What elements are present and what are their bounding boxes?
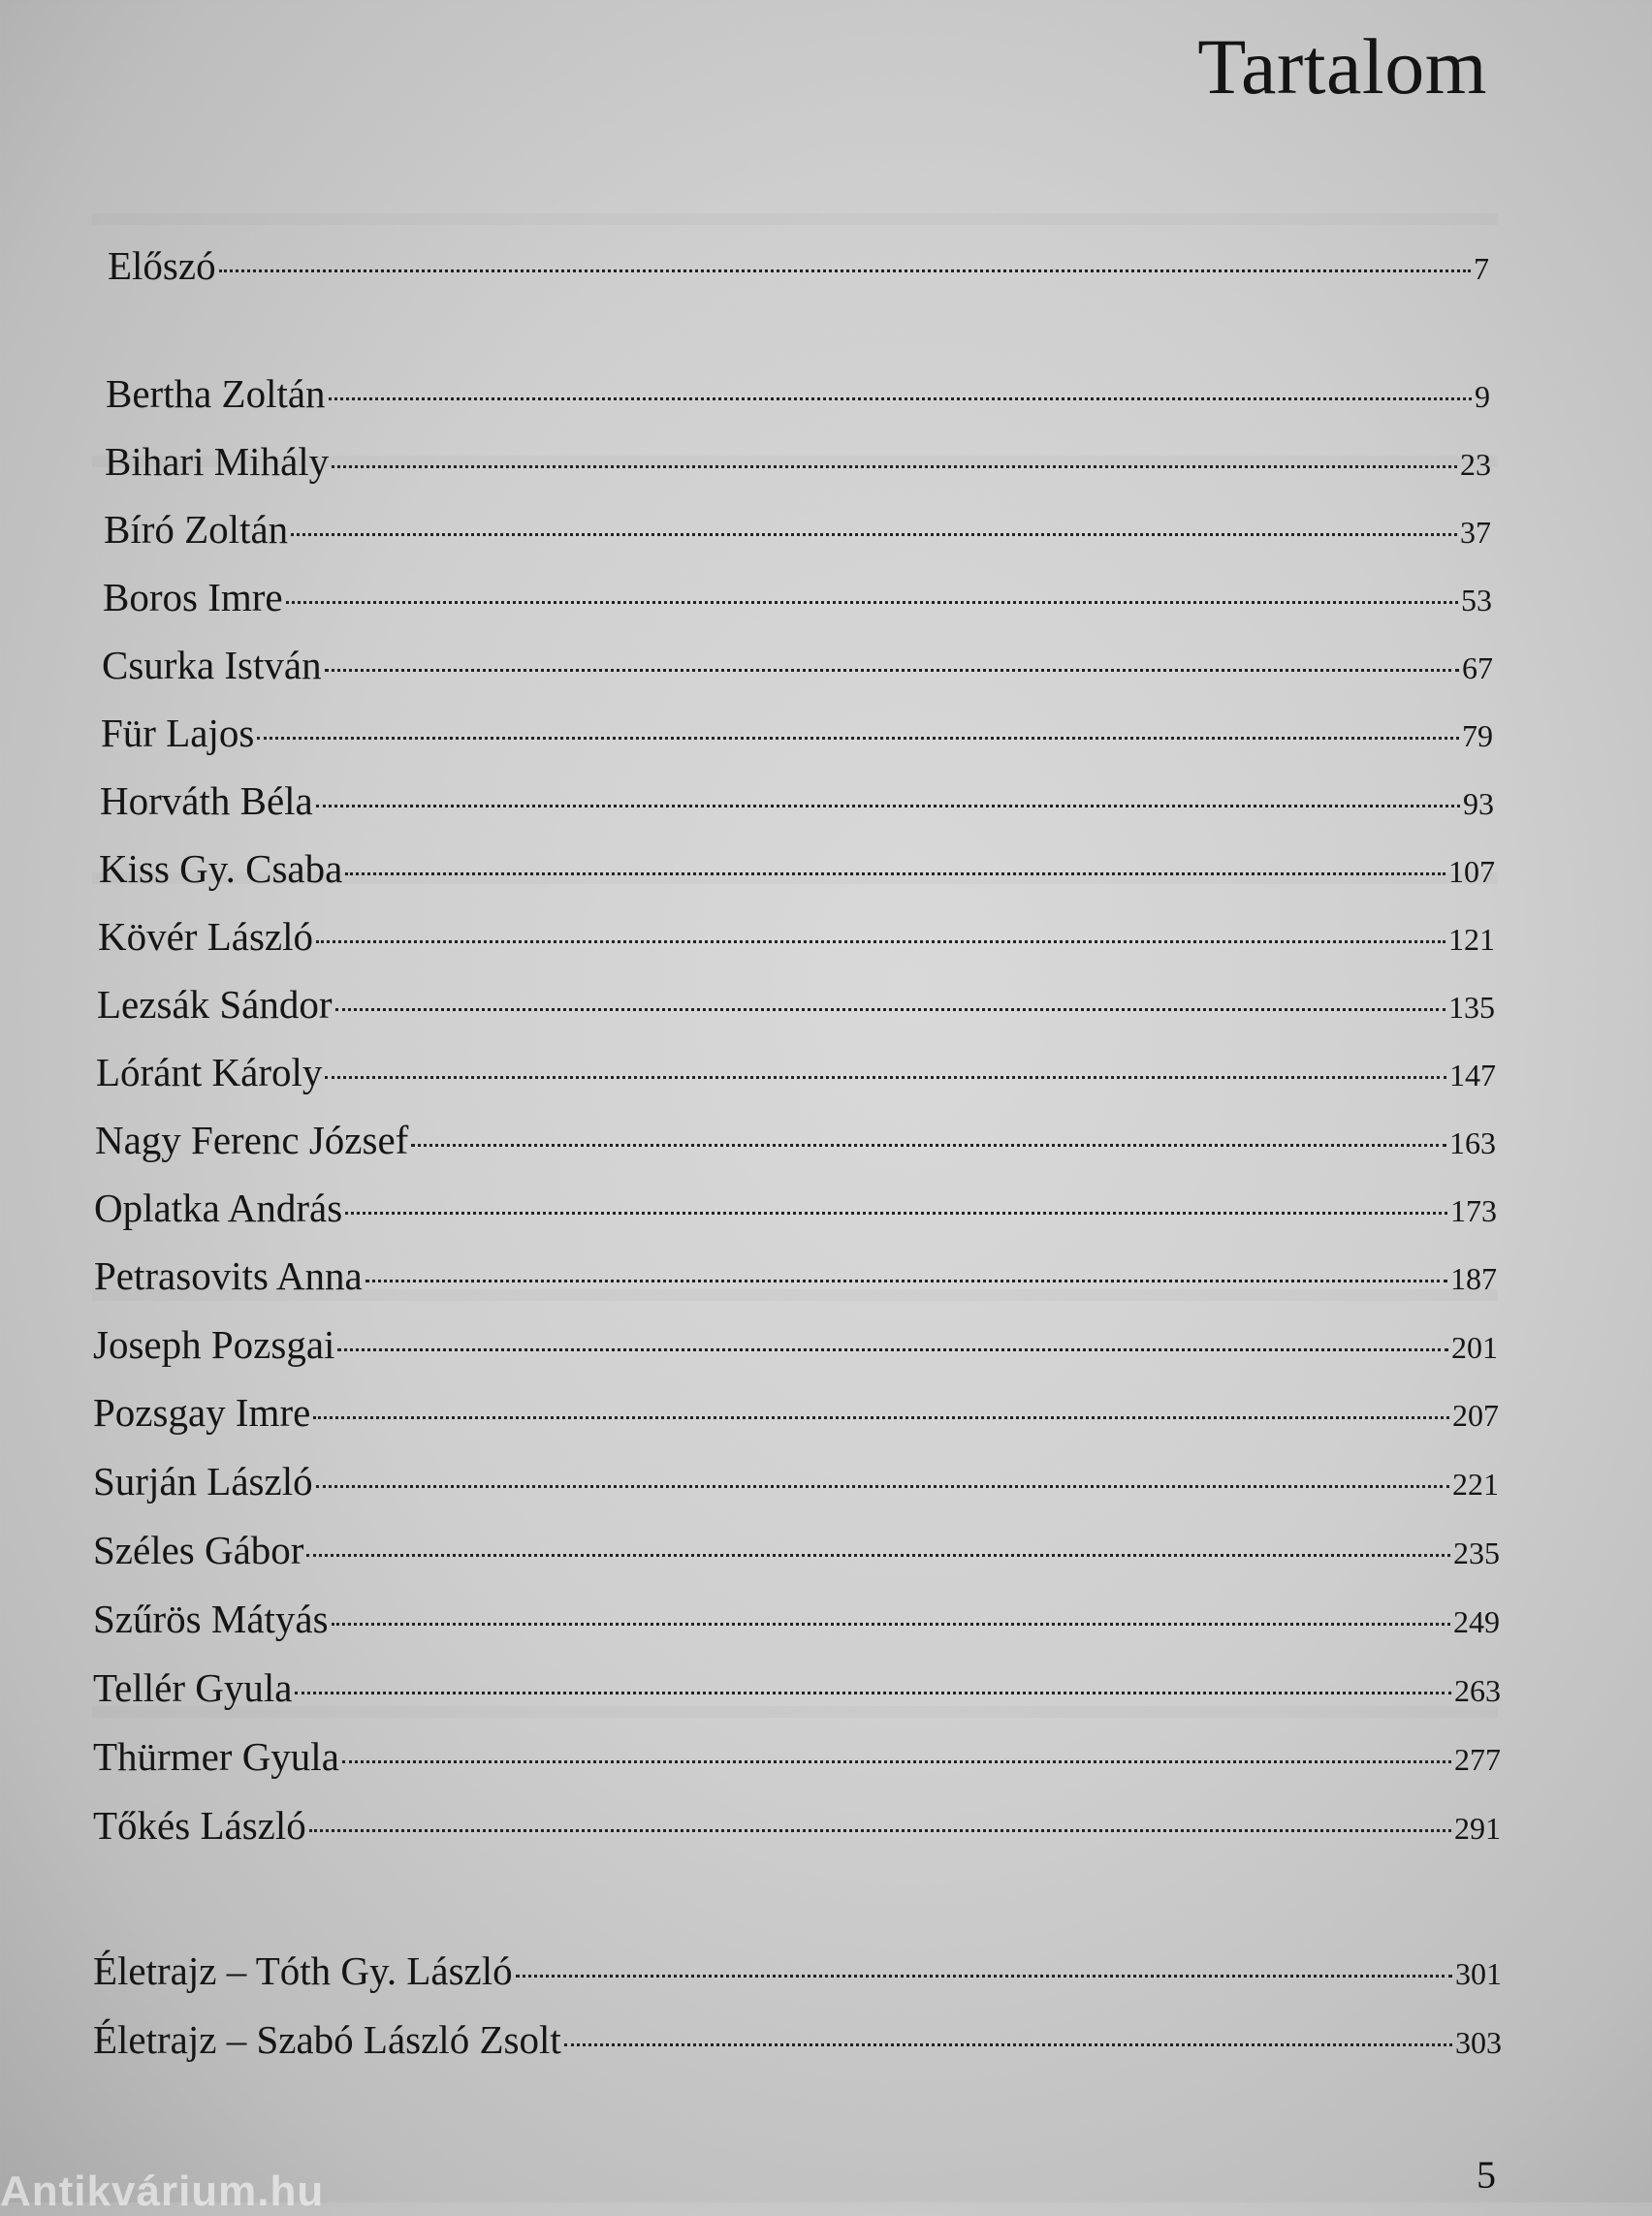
dot-leader	[335, 1008, 1446, 1011]
dot-leader	[332, 1623, 1450, 1626]
toc-entry-page: 187	[1450, 1261, 1497, 1296]
toc-entry	[106, 369, 1490, 418]
toc-entry	[93, 1732, 1501, 1781]
watermark: Antikvárium.hu	[0, 2168, 325, 2215]
dot-leader	[365, 1280, 1447, 1282]
toc-entry-label: Életrajz – Szabó László Zsolt	[93, 2017, 561, 2062]
dot-leader	[411, 1144, 1446, 1147]
toc-entry-label: Thürmer Gyula	[93, 1734, 339, 1779]
toc-entry-page: 207	[1452, 1398, 1499, 1433]
toc-entry-page: 201	[1451, 1330, 1498, 1365]
dot-leader	[332, 465, 1457, 468]
toc-entry-page: 147	[1449, 1058, 1496, 1092]
toc-entry	[93, 1947, 1502, 1995]
dot-leader	[291, 533, 1457, 536]
toc-entry-page: 221	[1452, 1467, 1499, 1502]
toc-entry-page: 173	[1450, 1193, 1497, 1228]
toc-entry-label: Bihari Mihály	[105, 439, 330, 484]
toc-entry-label: Für Lajos	[101, 711, 255, 755]
dot-leader	[325, 1076, 1446, 1079]
dot-leader	[316, 805, 1460, 807]
toc-entry-label: Csurka István	[102, 643, 322, 687]
toc-entry-page: 303	[1455, 2025, 1502, 2060]
toc-entry-label: Joseph Pozsgai	[93, 1322, 335, 1367]
show-through-text	[92, 213, 1498, 225]
toc-entry-label: Bertha Zoltán	[106, 371, 326, 416]
toc-entry	[105, 437, 1491, 486]
toc-entry	[102, 641, 1493, 689]
dot-leader	[309, 1829, 1451, 1832]
toc-entry	[93, 1320, 1498, 1369]
toc-entry-page: 23	[1460, 447, 1491, 482]
toc-entry-label: Lóránt Károly	[96, 1050, 323, 1094]
toc-entry	[94, 1251, 1497, 1300]
toc-entry-page: 79	[1462, 718, 1493, 753]
toc-entry-page: 53	[1461, 583, 1492, 617]
toc-entry-page: 301	[1455, 1956, 1502, 1991]
dot-leader	[337, 1348, 1448, 1351]
toc-entry	[94, 1184, 1497, 1232]
toc-entry-label: Oplatka András	[94, 1186, 343, 1230]
toc-entry	[93, 2015, 1502, 2064]
toc-entry	[104, 505, 1491, 554]
toc-entry-page: 37	[1460, 515, 1491, 550]
toc-entry	[96, 1048, 1496, 1096]
toc-entry	[93, 1526, 1500, 1574]
toc-entry	[99, 844, 1495, 893]
toc-entry-label: Kövér László	[98, 914, 313, 959]
toc-entry-page: 277	[1454, 1742, 1501, 1777]
toc-entry-label: Boros Imre	[103, 575, 283, 619]
toc-entry-label: Pozsgay Imre	[93, 1390, 311, 1435]
dot-leader	[286, 601, 1458, 604]
dot-leader	[313, 1416, 1449, 1419]
toc-entry-page: 7	[1474, 251, 1489, 286]
toc-entry-label: Előszó	[108, 243, 216, 288]
toc-entry	[93, 1663, 1501, 1712]
toc-entry	[93, 1388, 1499, 1437]
dot-leader	[325, 669, 1459, 672]
dot-leader	[257, 737, 1459, 740]
page-title: Tartalom	[1197, 22, 1487, 111]
toc-entry-label: Surján László	[93, 1459, 313, 1504]
dot-leader	[342, 1760, 1451, 1763]
toc-entry-page: 235	[1453, 1535, 1500, 1570]
toc-entry-label: Bíró Zoltán	[104, 507, 289, 552]
toc-entry	[93, 1595, 1500, 1643]
page-number: 5	[1477, 2153, 1496, 2197]
dot-leader	[316, 1485, 1449, 1488]
toc-entry-page: 121	[1448, 922, 1495, 957]
toc-entry-page: 9	[1475, 379, 1490, 414]
toc-entry-page: 107	[1448, 854, 1495, 889]
toc-entry-label: Életrajz – Tóth Gy. László	[93, 1948, 513, 1993]
toc-entry	[97, 980, 1495, 1029]
toc-entry-label: Petrasovits Anna	[94, 1253, 363, 1298]
toc-entry-page: 249	[1453, 1604, 1500, 1639]
toc-entry-page: 291	[1454, 1811, 1501, 1846]
toc-entry-page: 263	[1454, 1673, 1501, 1708]
dot-leader	[295, 1692, 1451, 1694]
toc-entry	[100, 776, 1494, 825]
toc-entry-label: Tellér Gyula	[93, 1665, 293, 1710]
dot-leader	[219, 269, 1471, 272]
toc-entry	[108, 241, 1489, 290]
dot-leader	[345, 872, 1446, 875]
toc-entry-label: Kiss Gy. Csaba	[99, 846, 343, 891]
toc-entry-label: Tőkés László	[93, 1803, 306, 1848]
toc-entry	[95, 1116, 1496, 1164]
toc-entry	[98, 912, 1495, 961]
dot-leader	[516, 1975, 1452, 1978]
toc-entry	[103, 573, 1492, 621]
dot-leader	[345, 1212, 1447, 1215]
toc-entry-page: 163	[1449, 1125, 1496, 1160]
toc-entry-label: Lezsák Sándor	[97, 982, 333, 1027]
toc-entry-label: Nagy Ferenc József	[95, 1118, 409, 1162]
dot-leader	[316, 940, 1446, 943]
toc-entry-label: Széles Gábor	[93, 1528, 304, 1572]
toc-entry-page: 135	[1448, 990, 1495, 1025]
dot-leader	[329, 397, 1472, 400]
toc-entry	[93, 1457, 1499, 1505]
dot-leader	[564, 2043, 1452, 2046]
toc-entry-label: Horváth Béla	[100, 778, 313, 823]
toc-entry-label: Szűrös Mátyás	[93, 1597, 329, 1641]
dot-leader	[306, 1554, 1450, 1557]
toc-entry-page: 93	[1463, 786, 1494, 821]
toc-entry	[101, 709, 1493, 757]
toc-entry	[93, 1801, 1501, 1850]
toc-entry-page: 67	[1462, 650, 1493, 685]
